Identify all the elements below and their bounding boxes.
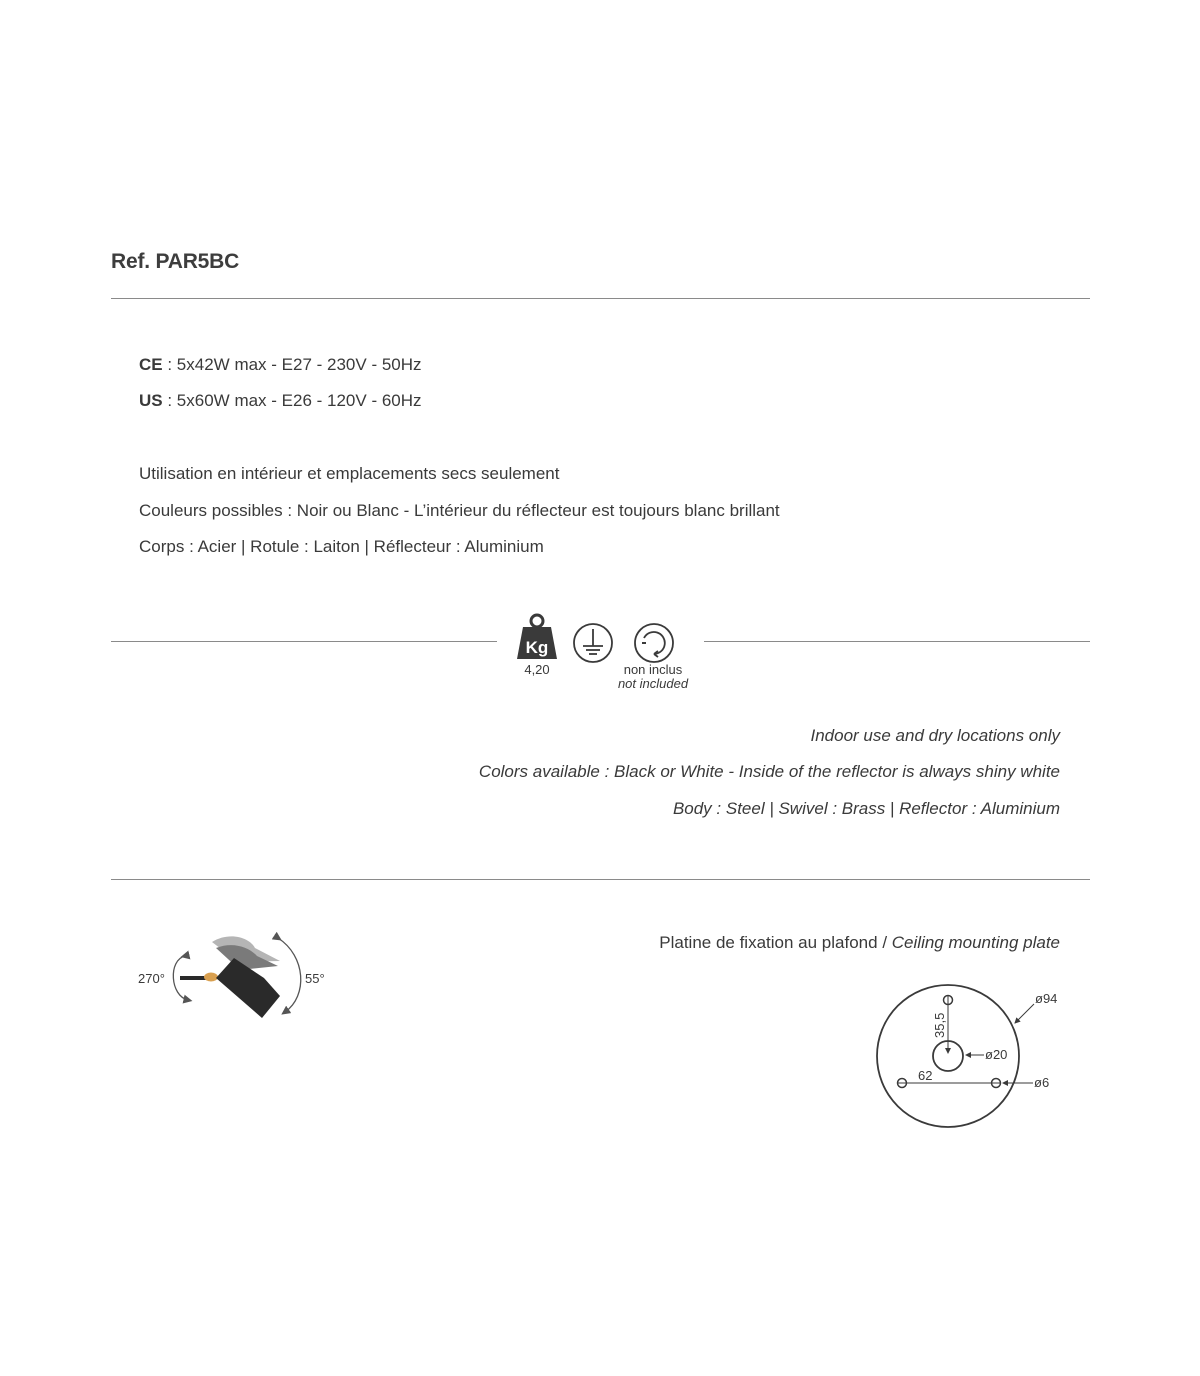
en-colors: Colors available : Black or White - Inside of the reflector is always shiny white xyxy=(478,762,1060,781)
en-usage: Indoor use and dry locations only xyxy=(810,726,1060,745)
plate-title xyxy=(659,933,1060,953)
fr-usage: Utilisation en intérieur et emplacements secs seulement xyxy=(139,464,560,483)
fr-colors: Couleurs possibles : Noir ou Blanc - L’intérieur du réflecteur est toujours blanc brillant xyxy=(139,501,780,520)
vertical-tilt-arrow xyxy=(278,938,301,1012)
plate-title-fr: Platine de fixation au plafond xyxy=(659,933,878,952)
divider xyxy=(111,879,1090,880)
spec-ce-label: CE xyxy=(139,355,163,374)
dimmer-caption-fr: non inclus xyxy=(623,662,683,677)
rotation-vertical-label: 55° xyxy=(305,971,325,986)
spec-us xyxy=(139,391,422,411)
spec-us-label: US xyxy=(139,391,163,410)
weight-icon xyxy=(515,613,559,663)
dim-spacing: 62 xyxy=(918,1068,933,1083)
weight-value: 4,20 xyxy=(524,662,550,677)
fr-materials: Corps : Acier | Rotule : Laiton | Réflecteur : Aluminium xyxy=(139,537,544,556)
spec-ce-value: : 5x42W max - E27 - 230V - 50Hz xyxy=(167,355,422,374)
divider-right xyxy=(704,641,1090,642)
divider-left xyxy=(111,641,497,642)
dim-center-hole: ø20 xyxy=(985,1047,1008,1062)
spec-ce xyxy=(139,355,422,375)
divider xyxy=(111,298,1090,299)
plate-title-separator: / xyxy=(882,933,888,952)
product-reference-title: Ref. PAR5BC xyxy=(111,250,240,273)
dim-diameter: ø94 xyxy=(1035,991,1058,1006)
dimmer-caption-en: not included xyxy=(617,676,689,691)
dimmer-icon xyxy=(632,622,676,664)
en-materials: Body : Steel | Swivel : Brass | Reflector : Aluminium xyxy=(672,799,1060,818)
swivel-joint xyxy=(204,973,218,982)
rotation-diagram xyxy=(130,926,345,1026)
plate-title-en: Ceiling mounting plate xyxy=(891,933,1060,952)
spec-us-value: : 5x60W max - E26 - 120V - 60Hz xyxy=(167,391,422,410)
dim-fix-holes: ø6 xyxy=(1034,1075,1050,1090)
weight-unit: Kg xyxy=(525,638,549,657)
rotation-horizontal-label: 270° xyxy=(138,971,165,986)
ceiling-plate-drawing xyxy=(870,982,1070,1132)
dim-offset: 35,5 xyxy=(932,1012,947,1038)
ground-icon xyxy=(572,622,614,664)
